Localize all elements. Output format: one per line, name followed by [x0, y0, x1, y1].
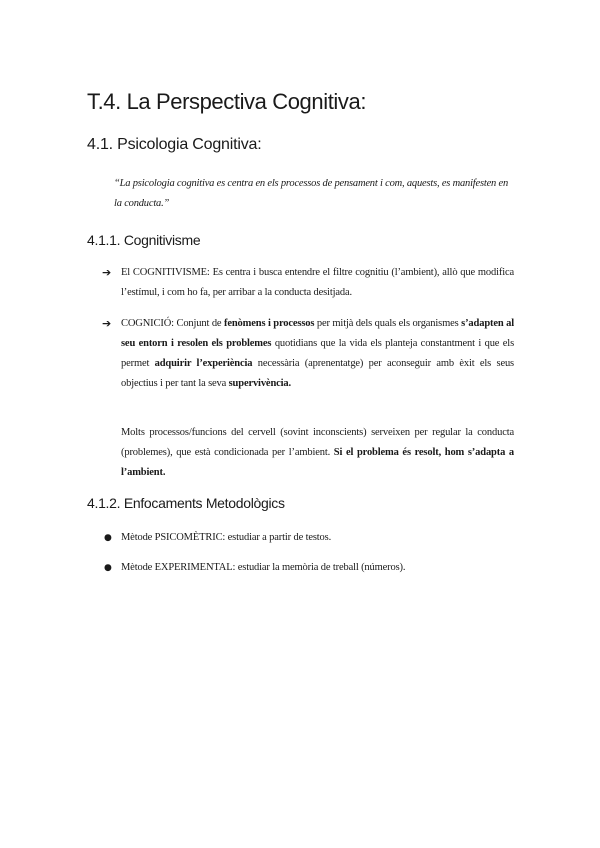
cognicio-item [121, 314, 514, 394]
cognicio-bold-3: adquirir l’experiència [154, 358, 253, 369]
cognicio-text-4: necessària (aprenentatge) per aconseguir amb èxit els seus objectius i per tant la seva [121, 358, 514, 389]
bullet-dot-icon: ● [104, 533, 112, 543]
cognicio-text-3: quotidians que la vida els planteja constantment i que els permet [121, 338, 515, 369]
method-item: Mètode EXPERIMENTAL: estudiar la memòria de treball (números). [121, 562, 406, 573]
cognitivisme-label: El COGNITIVISME: [121, 267, 210, 278]
cervell-text: Molts processos/funcions del cervell (sovint inconscients) serveixen per regular la conducta (problemes), que està condicionada per l’ambient. [121, 427, 514, 458]
cognicio-bold-1: fenòmens i processos [224, 318, 315, 329]
right-arrow-icon: ➔ [102, 317, 112, 330]
right-arrow-icon: ➔ [102, 266, 112, 279]
cognicio-text-1: COGNICIÓ: Conjunt de [121, 318, 224, 329]
method-item: Mètode PSICOMÈTRIC: estudiar a partir de testos. [121, 532, 332, 543]
cervell-paragraph [121, 423, 514, 483]
cognicio-text-2: per mitjà dels quals els organismes [314, 318, 462, 329]
cognitivisme-item [121, 263, 514, 303]
section-heading: 4.1. Psicologia Cognitiva: [87, 136, 262, 153]
cognicio-bold-2: s’adapten al seu entorn i resolen els problemes [121, 318, 514, 349]
document-title: T.4. La Perspectiva Cognitiva: [87, 89, 367, 114]
definition-quote: “La psicologia cognitiva es centra en els processos de pensament i com, aquests, es manifesten en la conducta.” [114, 178, 509, 209]
cognitivisme-text: Es centra i busca entendre el filtre cognitiu (l’ambient), allò que modifica l’estímul, i com ho fa, per arribar a la conducta desitjada. [121, 267, 514, 298]
bullet-dot-icon: ● [104, 563, 112, 573]
subsection-heading-enfocaments: 4.1.2. Enfocaments Metodològics [87, 495, 285, 511]
subsection-heading-cognitivisme: 4.1.1. Cognitivisme [87, 232, 201, 248]
cognicio-bold-4: supervivència. [228, 378, 291, 389]
cervell-bold: Si el problema és resolt, hom s’adapta a l’ambient. [121, 447, 514, 478]
